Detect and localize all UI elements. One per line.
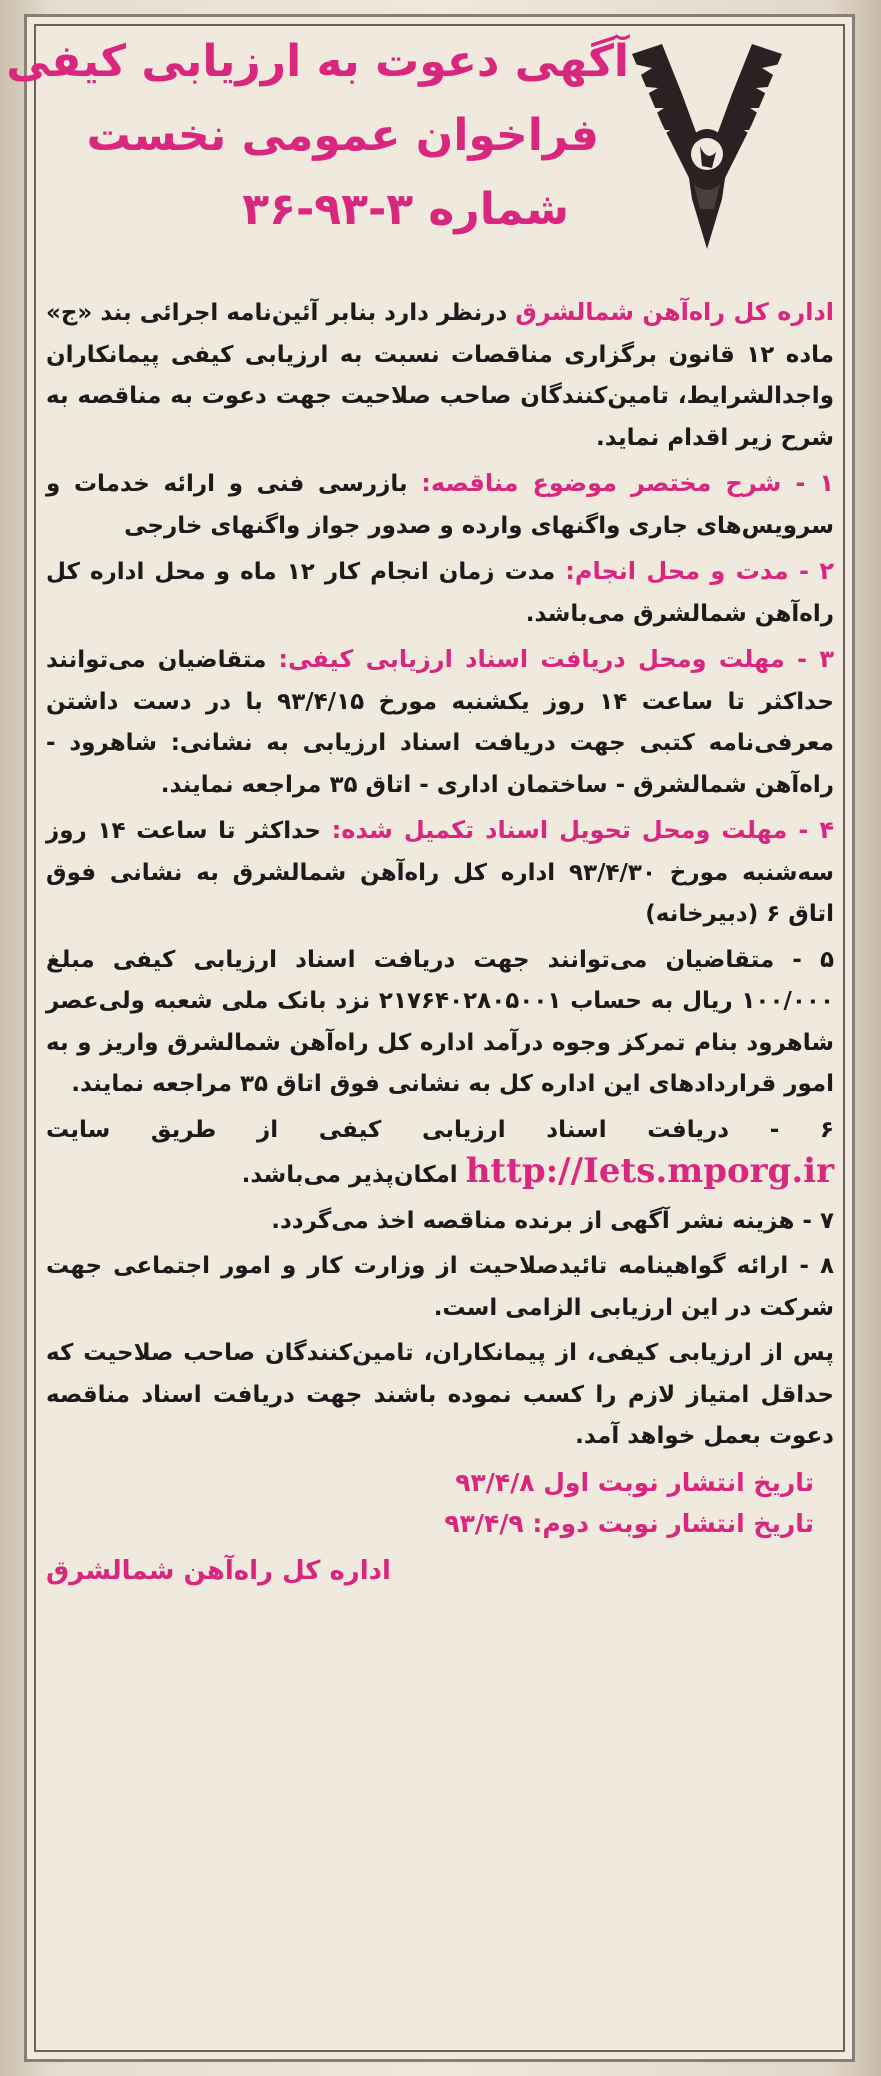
item-text: ۸ - ارائه گواهینامه تائیدصلاحیت از وزارت کار و امور اجتماعی جهت شرکت در این ارزیابی الزامی است. <box>46 1253 834 1321</box>
list-item <box>46 639 834 806</box>
winged-emblem-icon <box>622 34 792 256</box>
item-heading: ۴ - مهلت ومحل تحویل اسناد تکمیل شده: <box>331 816 834 844</box>
closing-paragraph: پس از ارزیابی کیفی، از پیمانکاران، تامین‌کنندگان صاحب صلاحیت که حداقل امتیاز لازم را کسب نموده باشند جهت دریافت اسناد مناقصه دعوت بعمل خواهد آمد. <box>46 1340 834 1449</box>
item-heading: ۱ - شرح مختصر موضوع مناقصه: <box>421 469 834 497</box>
ad-body <box>46 292 834 1592</box>
item-text: متقاضیان می‌توانند حداکثر تا ساعت ۱۴ روز یکشنبه مورخ ۹۳/۴/۱۵ با در دست داشتن معرفی‌نامه کتبی جهت دریافت اسناد ارزیابی به نشانی: شاهرود - راه‌آهن شمالشرق - ساختمان اداری - اتاق ۳۵ مراجعه نمایند. <box>46 647 834 798</box>
ad-number: شماره ۳-۹۳-۳۶ <box>242 184 569 235</box>
intro-org: اداره کل راه‌آهن شمالشرق <box>515 298 834 326</box>
list-item <box>46 810 834 936</box>
ad-title: آگهی دعوت به ارزیابی کیفی <box>6 36 629 87</box>
footer-signature: اداره کل راه‌آهن شمالشرق <box>46 1555 391 1586</box>
item6-pre: ۶ - دریافت اسناد ارزیابی کیفی از طریق سایت <box>46 1116 834 1143</box>
item6-post: امکان‌پذیر می‌باشد. <box>241 1162 466 1188</box>
item-heading: ۲ - مدت و محل انجام: <box>565 557 834 585</box>
list-item <box>46 1201 834 1243</box>
list-item <box>46 940 834 1106</box>
item-text: بازرسی فنی و ارائه خدمات و سرویس‌های جاری واگنهای وارده و صدور جواز واگنهای خارجی <box>46 471 834 539</box>
website-link[interactable]: http://Iets.mporg.ir <box>465 1151 834 1191</box>
list-item <box>46 1246 834 1329</box>
item-heading: ۳ - مهلت ومحل دریافت اسناد ارزیابی کیفی: <box>278 645 834 673</box>
list-item-website <box>46 1110 834 1197</box>
publish-date-second: تاریخ انتشار نوبت دوم: ۹۳/۴/۹ <box>444 1509 814 1538</box>
publish-date-first: تاریخ انتشار نوبت اول ۹۳/۴/۸ <box>455 1467 814 1497</box>
intro-text: درنظر دارد بنابر آئین‌نامه اجرائی بند «ج» ماده ۱۲ قانون برگزاری مناقصات نسبت به ارزیابی کیفی پیمانکاران واجدالشرایط، تامین‌کنندگان صاحب صلاحیت جهت دعوت به مناقصه به شرح زیر اقدام نماید. <box>46 300 834 451</box>
list-item <box>46 463 834 547</box>
intro-paragraph <box>46 292 834 459</box>
item-text: ۷ - هزینه نشر آگهی از برنده مناقصه اخذ می‌گردد. <box>271 1207 834 1234</box>
item-text: مدت زمان انجام کار ۱۲ ماه و محل اداره کل راه‌آهن شمالشرق می‌باشد. <box>46 559 834 627</box>
item-text: حداکثر تا ساعت ۱۴ روز سه‌شنبه مورخ ۹۳/۴/۳۰ اداره کل راه‌آهن شمالشرق به نشانی فوق اتاق ۶ (دبیرخانه) <box>46 818 835 927</box>
item-text: ۵ - متقاضیان می‌توانند جهت دریافت اسناد ارزیابی کیفی مبلغ ۱۰۰/۰۰۰ ریال به حساب ۲۱۷۶۴۰۲۸۰۵۰۰۱ نزد بانک ملی شعبه ولی‌عصر شاهرود بنام تمرکز وجوه درآمد اداره کل راه‌آهن شمالشرق واریز و به امور قراردادهای این اداره کل به نشانی فوق اتاق ۳۵ مراجعه نمایند. <box>46 946 835 1097</box>
list-item <box>46 551 834 635</box>
ad-subtitle: فراخوان عمومی نخست <box>86 110 599 161</box>
